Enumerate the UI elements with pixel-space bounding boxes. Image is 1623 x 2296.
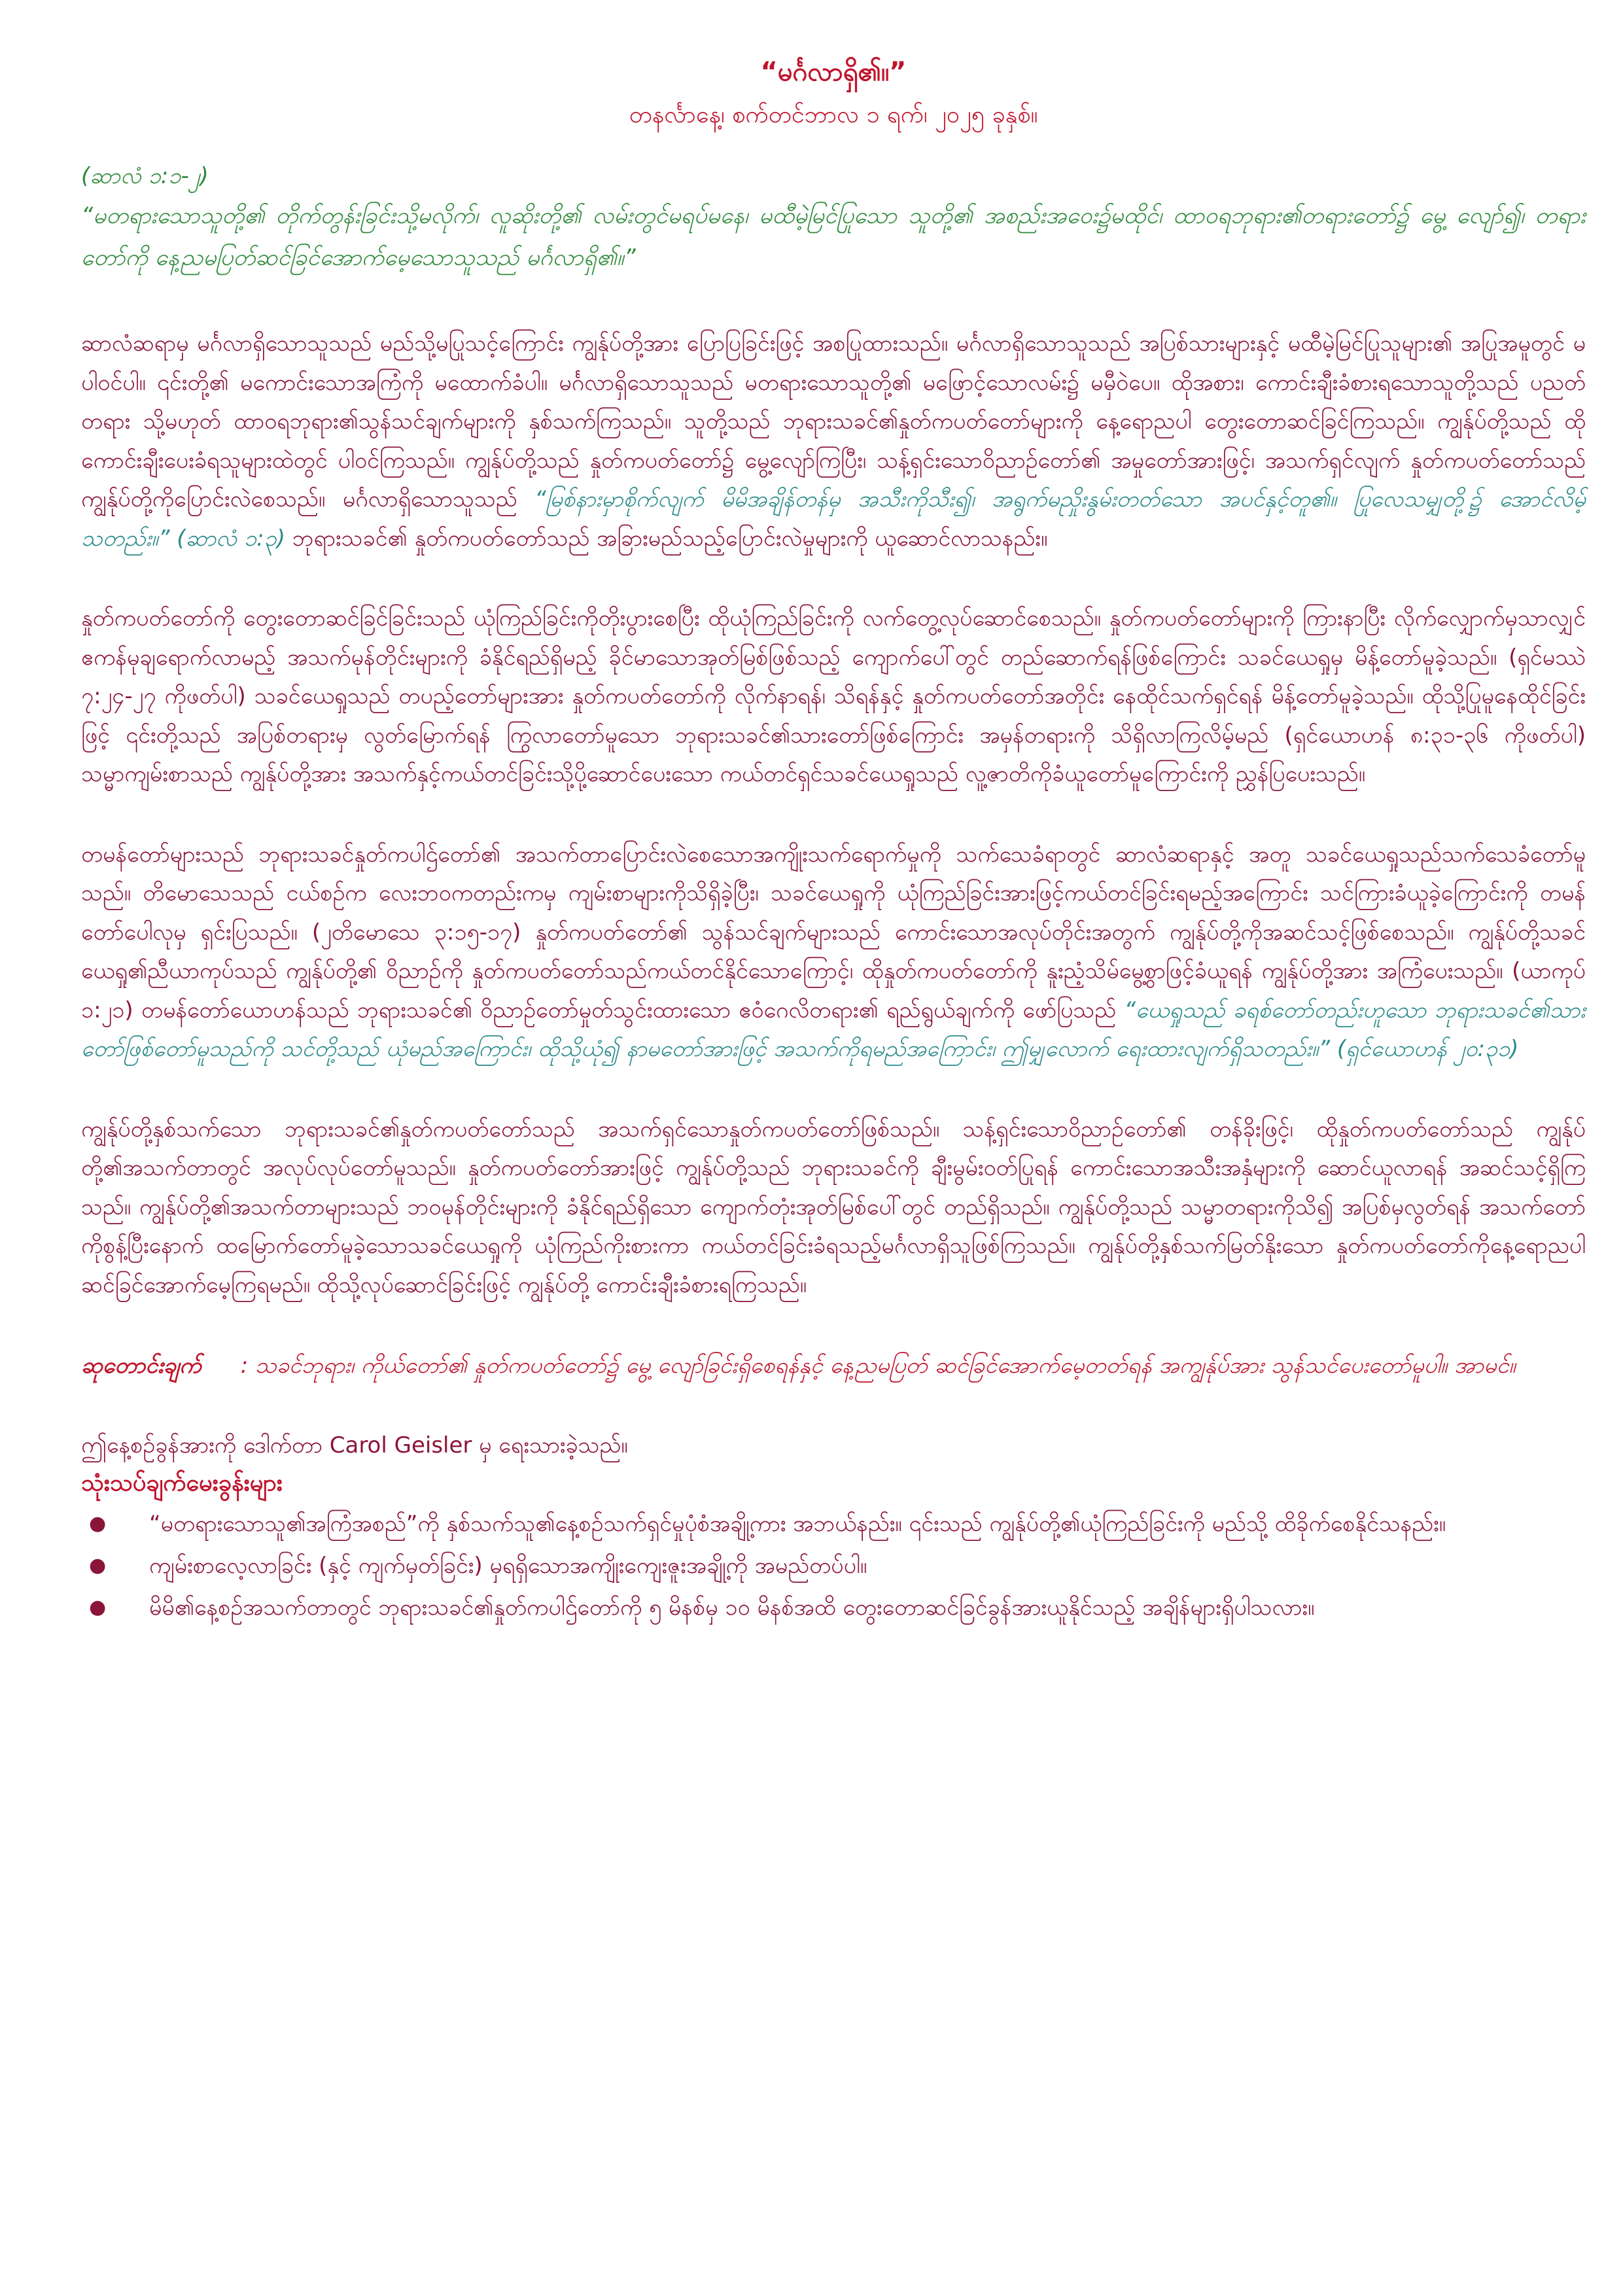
body-paragraph-3 [81, 836, 1586, 1069]
list-item [81, 1589, 1586, 1627]
prayer-text: : သခင်ဘုရား၊ ကိုယ်တော်၏ နှုတ်ကပတ်တော်၌ မွေ့ လျော်ခြင်းရှိစေရန်နှင့် နေ့ညမပြတ် ဆင်ခြင်အောက်မေ့တတ်ရန် အကျွန်ုပ်အား သွန်သင်ပေးတော်မူပါ။ အာမင်။ [240, 1352, 1516, 1379]
author-credit: ဤနေ့စဉ်ခွန်အားကို ဒေါက်တာ Carol Geisler မှ ရေးသားခဲ့သည်။ [81, 1432, 628, 1458]
questions-heading: သုံးသပ်ချက်မေးခွန်းများ [81, 1470, 283, 1496]
devotional-date: တနင်္လာနေ့၊ စက်တင်ဘာလ ၁ ရက်၊ ၂၀၂၅ ခုနှစ်။ [629, 101, 1038, 128]
paragraph-text: ဘုရားသခင်၏ နှုတ်ကပတ်တော်သည် အခြားမည်သည့်ပြောင်းလဲမှုများကို ယူဆောင်လာသနည်း။ [285, 525, 1048, 552]
devotional-page [81, 52, 1586, 1631]
bullet-icon: ● [89, 1596, 107, 1619]
paragraph-text: ဆာလံဆရာမှ မင်္ဂလာရှိသောသူသည် မည်သို့မပြုသင့်ကြောင်း ကျွန်ုပ်တို့အား ပြောပြခြင်းဖြင့် အစပြုထားသည်။ မင်္ဂလာရှိသောသူသည် အပြစ်သားများနှင့် မထီမဲ့မြင်ပြုသူများ၏ အပြုအမူတွင် မပါဝင်ပါ။ ၎င်းတို့၏ မကောင်းသောအကြံကို မထောက်ခံပါ။ မင်္ဂလာရှိသောသူသည် မတရားသောသူတို့၏ မဖြောင့်သောလမ်း၌ မမှီဝဲပေ။ ထိုအစား၊ ကောင်းချီးခံစားရသောသူတို့သည် ပညတ်တရား သို့မဟုတ် ထာဝရဘုရား၏သွန်သင်ချက်များကို နှစ်သက်ကြသည်။ သူတို့သည် ဘုရားသခင်၏နှုတ်ကပတ်တော်များကို နေ့ရောညပါ တွေးတောဆင်ခြင်ကြသည်။ ကျွန်ုပ်တို့သည် ထိုကောင်းချီးပေးခံရသူများထဲတွင် ပါဝင်ကြသည်။ ကျွန်ုပ်တို့သည် နှုတ်ကပတ်တော်၌ မွေ့လျော်ကြပြီး၊ သန့်ရှင်းသောဝိညာဉ်တော်၏ အမှုတော်အားဖြင့်၊ အသက်ရှင်လျက် နှုတ်ကပတ်တော်သည် ကျွန်ုပ်တို့ကိုပြောင်းလဲစေသည်။ မင်္ဂလာရှိသောသူသည် [81, 330, 1586, 512]
inline-scripture-quote: “မြစ်နားမှာစိုက်လျက် မိမိအချိန်တန်မှ အသီးကိုသီး၍၊ အရွက်မညှိုးနွမ်းတတ်သော အပင်နှင့်တူ၏။ ပြုလေသမျှတို့၌ အောင်လိမ့်သတည်း။” (ဆာလံ ၁:၃) [81, 486, 1586, 552]
bullet-icon: ● [89, 1554, 107, 1577]
prayer [81, 1345, 1586, 1386]
question-text: “မတရားသောသူ၏အကြံအစည်”ကို နှစ်သက်သူ၏နေ့စဉ်သက်ရှင်မှုပုံစံအချို့ကား အဘယ်နည်း။ ၎င်းသည် ကျွန်ုပ်တို့၏ယုံကြည်ခြင်းကို မည်သို့ ထိခိုက်စေနိုင်သနည်း။ [149, 1511, 1446, 1537]
bullet-icon: ● [89, 1512, 107, 1535]
body-paragraph-4 [81, 1110, 1586, 1305]
questions-list [81, 1505, 1586, 1627]
list-item [81, 1547, 1586, 1585]
question-text: ကျမ်းစာလေ့လာခြင်း (နှင့် ကျက်မှတ်ခြင်း) မှရရှိသောအကျိုးကျေးဇူးအချို့ကို အမည်တပ်ပါ။ [149, 1553, 867, 1579]
body-paragraph-2 [81, 599, 1586, 794]
list-item [81, 1505, 1586, 1543]
prayer-label: ဆုတောင်းချက် [81, 1352, 201, 1379]
paragraph-text: နှုတ်ကပတ်တော်ကို တွေးတောဆင်ခြင်ခြင်းသည် ယုံကြည်ခြင်းကိုတိုးပွားစေပြီး ထိုယုံကြည်ခြင်းကို လက်တွေ့လုပ်ဆောင်စေသည်။ နှုတ်ကပတ်တော်များကို ကြားနာပြီး လိုက်လျှောက်မှသာလျှင် ဧကန်မုချရောက်လာမည့် အသက်မုန်တိုင်းများကို ခံနိုင်ရည်ရှိမည့် ခိုင်မာသောအုတ်မြစ်ဖြစ်သည့် ကျောက်ပေါ်တွင် တည်ဆောက်ရန်ဖြစ်ကြောင်း သခင်ယေရှုမှ မိန့်တော်မူခဲ့သည်။ (ရှင်မဿဲ ၇:၂၄-၂၇ ကိုဖတ်ပါ) သခင်ယေရှုသည် တပည့်တော်များအား နှုတ်ကပတ်တော်ကို လိုက်နာရန်၊ သိရန်နှင့် နှုတ်ကပတ်တော်အတိုင်း နေထိုင်သက်ရှင်ရန် မိန့်တော်မူခဲ့သည်။ ထိုသို့ပြုမူနေထိုင်ခြင်းဖြင့် ၎င်းတို့သည် အပြစ်တရားမှ လွတ်မြောက်ရန် ကြွလာတော်မူသော ဘုရားသခင်၏သားတော်ဖြစ်ကြောင်း အမှန်တရားကို သိရှိလာကြလိမ့်မည် (ရှင်ယောဟန် ၈:၃၁-၃၆ ကိုဖတ်ပါ) သမ္မာကျမ်းစာသည် ကျွန်ုပ်တို့အား အသက်နှင့်ကယ်တင်ခြင်းသို့ပို့ဆောင်ပေးသော ကယ်တင်ရှင်သခင်ယေရှုသည် လူ့ဇာတိကိုခံယူတော်မူကြောင်းကို ညွှန်ပြပေးသည်။ [81, 605, 1586, 787]
question-text: မိမိ၏နေ့စဉ်အသက်တာတွင် ဘုရားသခင်၏နှုတ်ကပါဌ်တော်ကို ၅ မိနစ်မှ ၁၀ မိနစ်အထိ တွေးတောဆင်ခြင်ခွန်အားယူနိုင်သည့် အချိန်များရှိပါသလား။ [149, 1595, 1315, 1621]
scripture-reference: (ဆာလံ ၁:၁-၂) [81, 163, 209, 189]
inline-scripture-quote: “ယေရှုသည် ခရစ်တော်တည်းဟူသော ဘုရားသခင်၏သားတော်ဖြစ်တော်မူသည်ကို သင်တို့သည် ယုံမည်အကြောင်း၊ ထိုသို့ယုံ၍ နာမတော်အားဖြင့် အသက်ကိုရမည်အကြောင်း၊ ဤမျှလောက် ရေးထားလျက်ရှိသတည်း။” (ရှင်ယောဟန် ၂၀:၃၁) [81, 997, 1586, 1062]
devotional-title: “မင်္ဂလာရှိ၏။” [760, 57, 907, 87]
paragraph-text: တမန်တော်များသည် ဘုရားသခင်နှုတ်ကပါဌ်တော်၏ အသက်တာပြောင်းလဲစေသောအကျိုးသက်ရောက်မှုကို သက်သေခံရာတွင် ဆာလံဆရာနှင့် အတူ သခင်ယေရှုသည်သက်သေခံတော်မူသည်။ တိမောသေသည် ငယ်စဉ်က လေးဘဝကတည်းကမှ ကျမ်းစာများကိုသိရှိခဲ့ပြီး၊ သခင်ယေရှုကို ယုံကြည်ခြင်းအားဖြင့်ကယ်တင်ခြင်းရမည့်အကြောင်း သင်ကြားခံယူခဲ့ကြောင်းကို တမန်တော်ပေါလုမှ ရှင်းပြသည်။ (၂တိမောသေ ၃:၁၅-၁၇) နှုတ်ကပတ်တော်၏ သွန်သင်ချက်များသည် ကောင်းသောအလုပ်တိုင်းအတွက် ကျွန်ုပ်တို့ကိုအဆင်သင့်ဖြစ်စေသည်။ ကျွန်ုပ်တို့သခင်ယေရှု၏ညီယာကုပ်သည် ကျွန်ုပ်တို့၏ ဝိညာဉ်ကို နှုတ်ကပတ်တော်သည်ကယ်တင်နိုင်သောကြောင့်၊ ထိုနှုတ်ကပတ်တော်ကို နူးညံ့သိမ်မွေ့စွာဖြင့်ခံယူရန် ကျွန်ုပ်တို့အား အကြံပေးသည်။ (ယာကုပ် ၁:၂၁) တမန်တော်ယောဟန်သည် ဘုရားသခင်၏ ဝိညာဉ်တော်မှုတ်သွင်းထားသော ဧဝံဂေလိတရား၏ ရည်ရွယ်ချက်ကို ဖော်ပြသည် [81, 841, 1586, 1023]
scripture-verse: “မတရားသောသူတို့၏ တိုက်တွန်းခြင်းသို့မလိုက်၊ လူဆိုးတို့၏ လမ်းတွင်မရပ်မနေ၊ မထီမဲ့မြင်ပြုသော သူတို့၏ အစည်းအဝေး၌မထိုင်၊ ထာဝရဘုရား၏တရားတော်၌ မွေ့ လျော်၍၊ တရားတော်ကို နေ့ညမပြတ်ဆင်ခြင်အောက်မေ့သောသူသည် မင်္ဂလာရှိ၏။” [81, 203, 1586, 271]
body-paragraph-1 [81, 325, 1586, 558]
paragraph-text: ကျွန်ုပ်တို့နှစ်သက်သော ဘုရားသခင်၏နှုတ်ကပတ်တော်သည် အသက်ရှင်သောနှုတ်ကပတ်တော်ဖြစ်သည်။ သန့်ရှင်းသောဝိညာဉ်တော်၏ တန်ခိုးဖြင့်၊ ထိုနှုတ်ကပတ်တော်သည် ကျွန်ုပ်တို့၏အသက်တာတွင် အလုပ်လုပ်တော်မူသည်။ နှုတ်ကပတ်တော်အားဖြင့် ကျွန်ုပ်တို့သည် ဘုရားသခင်ကို ချီးမွမ်းဝတ်ပြုရန် ကောင်းသောအသီးအနှံများကို ဆောင်ယူလာရန် အဆင်သင့်ရှိကြသည်။ ကျွန်ုပ်တို့၏အသက်တာများသည် ဘဝမုန်တိုင်းများကို ခံနိုင်ရည်ရှိသော ကျောက်တုံးအုတ်မြစ်ပေါ်တွင် တည်ရှိသည်။ ကျွန်ုပ်တို့သည် သမ္မာတရားကိုသိ၍ အပြစ်မှလွတ်ရန် အသက်တော်ကိုစွန့်ပြီးနောက် ထမြောက်တော်မူခဲ့သောသခင်ယေရှုကို ယုံကြည်ကိုးစားကာ ကယ်တင်ခြင်းခံရသည့်မင်္ဂလာရှိသူဖြစ်ကြသည်။ ကျွန်ုပ်တို့နှစ်သက်မြတ်နိုးသော နှုတ်ကပတ်တော်ကိုနေ့ရောညပါ ဆင်ခြင်အောက်မေ့ကြရမည်။ ထိုသို့လုပ်ဆောင်ခြင်းဖြင့် ကျွန်ုပ်တို့ ကောင်းချီးခံစားရကြသည်။ [81, 1116, 1586, 1298]
